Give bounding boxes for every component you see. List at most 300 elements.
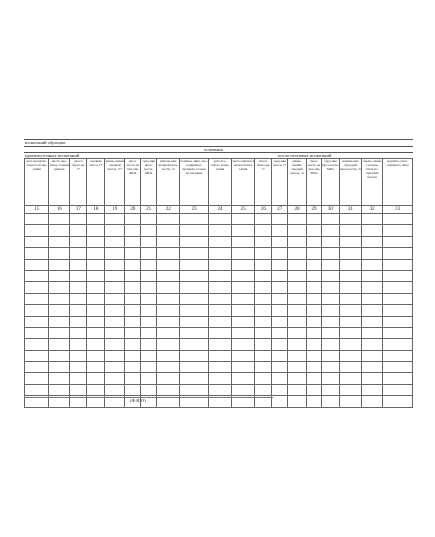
title-line: испытаний образцов <box>25 140 66 145</box>
table-row <box>25 236 413 247</box>
table-cell <box>232 214 255 225</box>
table-cell <box>25 373 49 384</box>
table-cell <box>125 214 141 225</box>
table-cell <box>157 236 180 247</box>
table-cell <box>288 316 307 327</box>
table-cell <box>105 259 125 270</box>
table-cell <box>70 384 87 395</box>
table-cell <box>383 259 413 270</box>
table-row <box>25 259 413 270</box>
table-cell <box>321 259 339 270</box>
table-cell <box>232 293 255 304</box>
table-cell <box>307 236 322 247</box>
table-cell <box>180 259 209 270</box>
column-number: 26 <box>255 206 272 214</box>
signature-caption: (Ф.И.О) <box>130 398 146 403</box>
table-cell <box>180 248 209 259</box>
table-cell <box>272 248 288 259</box>
table-cell <box>157 327 180 338</box>
table-cell <box>180 339 209 350</box>
table-cell <box>321 270 339 281</box>
table-cell <box>383 373 413 384</box>
table-cell <box>125 270 141 281</box>
table-cell <box>105 236 125 247</box>
table-cell <box>208 225 231 236</box>
table-cell <box>157 259 180 270</box>
section-main-label: основных <box>204 147 224 152</box>
table-cell <box>208 316 231 327</box>
table-cell <box>49 362 70 373</box>
section-intermediate-label: промежуточных испытаний <box>25 153 80 158</box>
table-cell <box>362 362 383 373</box>
table-cell <box>362 248 383 259</box>
table-cell <box>25 214 49 225</box>
table-cell <box>288 327 307 338</box>
table-cell <box>383 282 413 293</box>
table-cell <box>321 282 339 293</box>
table-cell <box>272 396 288 407</box>
table-cell <box>157 350 180 361</box>
table-cell <box>288 270 307 281</box>
table-cell <box>25 316 49 327</box>
table-cell <box>105 248 125 259</box>
table-row <box>25 384 413 395</box>
table-cell <box>87 270 105 281</box>
table-cell <box>105 225 125 236</box>
column-number: 25 <box>232 206 255 214</box>
signature-line <box>24 397 273 398</box>
table-cell <box>87 259 105 270</box>
table-cell <box>255 339 272 350</box>
table-cell <box>87 350 105 361</box>
column-header: масса образ-ца, г* <box>255 159 272 206</box>
table-cell <box>87 214 105 225</box>
table-cell <box>362 305 383 316</box>
table-cell <box>125 225 141 236</box>
table-cell <box>105 214 125 225</box>
table-cell <box>70 282 87 293</box>
table-cell <box>25 282 49 293</box>
table-cell <box>339 316 361 327</box>
table-cell <box>87 373 105 384</box>
table-cell <box>383 362 413 373</box>
table-cell <box>141 293 157 304</box>
table-cell <box>321 396 339 407</box>
table-row <box>25 248 413 259</box>
table-cell <box>339 270 361 281</box>
table-cell <box>321 384 339 395</box>
table-cell <box>125 305 141 316</box>
table-cell <box>208 327 231 338</box>
table-cell <box>255 373 272 384</box>
table-cell <box>339 236 361 247</box>
column-header: умень-шение средней массы, %* <box>105 159 125 206</box>
column-header: измене-ние сред-ней проч-ности, % <box>339 159 361 206</box>
table-cell <box>157 282 180 293</box>
table-cell <box>307 350 322 361</box>
column-number: 28 <box>288 206 307 214</box>
table-cell <box>255 214 272 225</box>
table-cell <box>339 327 361 338</box>
column-header: сред-няя проч-ность, МПа <box>321 159 339 206</box>
table-cell <box>307 373 322 384</box>
table-cell <box>272 350 288 361</box>
table-cell <box>362 327 383 338</box>
table-cell <box>272 362 288 373</box>
column-number: 16 <box>49 206 70 214</box>
table-cell <box>49 384 70 395</box>
table-cell <box>49 305 70 316</box>
table-cell <box>321 327 339 338</box>
table-cell <box>362 259 383 270</box>
table-cell <box>307 362 322 373</box>
table-cell <box>141 259 157 270</box>
table-cell <box>232 362 255 373</box>
column-header: дата промежу-точного испы-тания <box>25 159 49 206</box>
table-cell <box>125 316 141 327</box>
table-cell <box>49 282 70 293</box>
table-cell <box>307 339 322 350</box>
table-cell <box>272 259 288 270</box>
table-cell <box>125 384 141 395</box>
table-cell <box>288 339 307 350</box>
table-row <box>25 270 413 281</box>
column-header: дата ито-гового испы-тания <box>208 159 231 206</box>
table-cell <box>272 384 288 395</box>
table-cell <box>255 350 272 361</box>
column-number: 17 <box>70 206 87 214</box>
column-header: заклю-чение о резуль-татах ис-пытания бетона <box>362 159 383 206</box>
table-cell <box>255 362 272 373</box>
table-cell <box>25 384 49 395</box>
table-cell <box>362 282 383 293</box>
table-cell <box>180 282 209 293</box>
table-cell <box>70 259 87 270</box>
table-cell <box>105 305 125 316</box>
table-cell <box>307 248 322 259</box>
table-cell <box>272 339 288 350</box>
table-cell <box>339 305 361 316</box>
table-cell <box>383 293 413 304</box>
table-cell <box>339 248 361 259</box>
table-cell <box>383 339 413 350</box>
table-cell <box>49 373 70 384</box>
table-cell <box>70 362 87 373</box>
table-cell <box>125 339 141 350</box>
table-cell <box>255 327 272 338</box>
table-cell <box>321 362 339 373</box>
table-cell <box>87 305 105 316</box>
table-cell <box>255 293 272 304</box>
table-cell <box>141 225 157 236</box>
table-cell <box>125 236 141 247</box>
table-cell <box>288 248 307 259</box>
table-cell <box>105 373 125 384</box>
table-cell <box>307 293 322 304</box>
table-cell <box>125 248 141 259</box>
table-cell <box>339 350 361 361</box>
table-cell <box>105 384 125 395</box>
table-row <box>25 225 413 236</box>
section-rule <box>24 152 413 153</box>
table-cell <box>288 305 307 316</box>
table-cell <box>208 350 231 361</box>
table-cell <box>105 270 125 281</box>
table-cell <box>105 293 125 304</box>
table-cell <box>272 282 288 293</box>
table-cell <box>49 327 70 338</box>
column-header: подпись лица, про-водившего промежу-точное ис-пытание <box>180 159 209 206</box>
table-cell <box>288 282 307 293</box>
table-cell <box>383 384 413 395</box>
table-cell <box>208 373 231 384</box>
table-cell <box>321 248 339 259</box>
table-cell <box>70 225 87 236</box>
table-cell <box>157 362 180 373</box>
table-cell <box>362 316 383 327</box>
column-header: измене-ние средней проч-ности, % <box>157 159 180 206</box>
table-cell <box>125 327 141 338</box>
table-cell <box>208 305 231 316</box>
table-cell <box>157 339 180 350</box>
table-cell <box>141 339 157 350</box>
table-cell <box>141 214 157 225</box>
column-header: проч-ность на сжа-тие, МПа <box>307 159 322 206</box>
table-cell <box>70 270 87 281</box>
table-cell <box>105 316 125 327</box>
column-number: 19 <box>105 206 125 214</box>
table-cell <box>232 248 255 259</box>
table-cell <box>157 305 180 316</box>
table-cell <box>87 362 105 373</box>
table-cell <box>339 384 361 395</box>
table-cell <box>307 305 322 316</box>
table-row <box>25 350 413 361</box>
table-cell <box>125 259 141 270</box>
table-cell <box>49 316 70 327</box>
table-cell <box>180 373 209 384</box>
table-row <box>25 327 413 338</box>
table-cell <box>49 350 70 361</box>
table-cell <box>25 305 49 316</box>
table-cell <box>125 282 141 293</box>
table-cell <box>87 248 105 259</box>
column-header: проч-ность на сжа-тие, МПа <box>125 159 141 206</box>
table-cell <box>87 327 105 338</box>
table-cell <box>288 225 307 236</box>
table-cell <box>272 327 288 338</box>
table-cell <box>25 350 49 361</box>
table-cell <box>339 339 361 350</box>
table-cell <box>157 316 180 327</box>
table-row <box>25 282 413 293</box>
table-cell <box>70 373 87 384</box>
table-cell <box>208 214 231 225</box>
table-cell <box>383 248 413 259</box>
table-cell <box>105 350 125 361</box>
table-cell <box>232 225 255 236</box>
column-header: сред-няя масса, г* <box>272 159 288 206</box>
table-cell <box>321 305 339 316</box>
table-cell <box>362 384 383 395</box>
column-header: масса образ-ца, г* <box>70 159 87 206</box>
table-cell <box>25 259 49 270</box>
table-cell <box>255 225 272 236</box>
table-row <box>25 373 413 384</box>
table-cell <box>49 214 70 225</box>
table-row <box>25 339 413 350</box>
column-number-row <box>25 206 413 214</box>
table-cell <box>272 293 288 304</box>
table-row <box>25 362 413 373</box>
table-cell <box>180 214 209 225</box>
section-after-label: после итоговых испытаний <box>278 153 332 158</box>
table-cell <box>157 214 180 225</box>
table-cell <box>157 384 180 395</box>
table-cell <box>25 270 49 281</box>
table-cell <box>383 270 413 281</box>
table-cell <box>157 293 180 304</box>
table-cell <box>49 225 70 236</box>
table-cell <box>255 282 272 293</box>
table-cell <box>157 248 180 259</box>
table-cell <box>232 384 255 395</box>
table-cell <box>232 282 255 293</box>
table-cell <box>141 362 157 373</box>
table-cell <box>141 327 157 338</box>
column-number: 30 <box>321 206 339 214</box>
table-cell <box>272 316 288 327</box>
table-cell <box>255 305 272 316</box>
table-cell <box>208 339 231 350</box>
table-cell <box>288 384 307 395</box>
table-cell <box>70 248 87 259</box>
table-cell <box>141 282 157 293</box>
table-cell <box>307 327 322 338</box>
column-number: 29 <box>307 206 322 214</box>
table-cell <box>288 214 307 225</box>
table-cell <box>208 282 231 293</box>
table-cell <box>208 248 231 259</box>
table-cell <box>339 293 361 304</box>
table-cell <box>232 316 255 327</box>
column-number: 24 <box>208 206 231 214</box>
table-cell <box>25 293 49 304</box>
table-cell <box>255 384 272 395</box>
table-cell <box>362 270 383 281</box>
table-cell <box>307 316 322 327</box>
table-cell <box>180 305 209 316</box>
table-cell <box>208 384 231 395</box>
column-number: 23 <box>180 206 209 214</box>
table-cell <box>307 259 322 270</box>
table-cell <box>141 270 157 281</box>
table-cell <box>307 214 322 225</box>
table-cell <box>25 327 49 338</box>
table-cell <box>321 214 339 225</box>
table-cell <box>362 350 383 361</box>
table-cell <box>180 384 209 395</box>
table-cell <box>180 327 209 338</box>
column-number: 22 <box>157 206 180 214</box>
table-cell <box>70 350 87 361</box>
table-cell <box>105 339 125 350</box>
column-header: число циклов в начале испы-тания <box>232 159 255 206</box>
column-number: 31 <box>339 206 361 214</box>
table-cell <box>339 396 361 407</box>
table-cell <box>180 350 209 361</box>
column-number: 18 <box>87 206 105 214</box>
table-cell <box>339 362 361 373</box>
table-cell <box>105 362 125 373</box>
header-row <box>25 159 413 206</box>
table-cell <box>362 214 383 225</box>
column-number: 32 <box>362 206 383 214</box>
table-cell <box>208 270 231 281</box>
table-cell <box>255 259 272 270</box>
table-cell <box>255 270 272 281</box>
table-cell <box>105 327 125 338</box>
column-number: 21 <box>141 206 157 214</box>
table-cell <box>288 293 307 304</box>
column-header: подпись ответ-ственного лица <box>383 159 413 206</box>
table-cell <box>339 373 361 384</box>
table-cell <box>321 350 339 361</box>
table-cell <box>125 373 141 384</box>
table-cell <box>180 270 209 281</box>
table-cell <box>362 293 383 304</box>
table-cell <box>255 316 272 327</box>
table-cell <box>157 225 180 236</box>
column-header: средняя масса, г* <box>87 159 105 206</box>
table-cell <box>87 293 105 304</box>
table-row <box>25 316 413 327</box>
table-cell <box>232 270 255 281</box>
table-cell <box>321 225 339 236</box>
table-cell <box>141 248 157 259</box>
table-row <box>25 305 413 316</box>
table-cell <box>362 339 383 350</box>
table-cell <box>49 293 70 304</box>
table-cell <box>141 316 157 327</box>
table-cell <box>25 236 49 247</box>
table-cell <box>362 236 383 247</box>
table-cell <box>272 373 288 384</box>
table-cell <box>87 384 105 395</box>
table-cell <box>272 236 288 247</box>
table-cell <box>157 270 180 281</box>
column-number: 33 <box>383 206 413 214</box>
table-cell <box>232 259 255 270</box>
table-cell <box>307 225 322 236</box>
table-cell <box>232 339 255 350</box>
table-cell <box>272 270 288 281</box>
table-cell <box>339 282 361 293</box>
table-cell <box>180 293 209 304</box>
table-cell <box>288 373 307 384</box>
table-cell <box>180 225 209 236</box>
table-cell <box>383 305 413 316</box>
table-cell <box>339 225 361 236</box>
table-cell <box>272 225 288 236</box>
table-cell <box>70 339 87 350</box>
table-cell <box>307 282 322 293</box>
table-cell <box>288 350 307 361</box>
table-cell <box>125 362 141 373</box>
table-cell <box>321 373 339 384</box>
table-cell <box>25 362 49 373</box>
table-cell <box>232 305 255 316</box>
